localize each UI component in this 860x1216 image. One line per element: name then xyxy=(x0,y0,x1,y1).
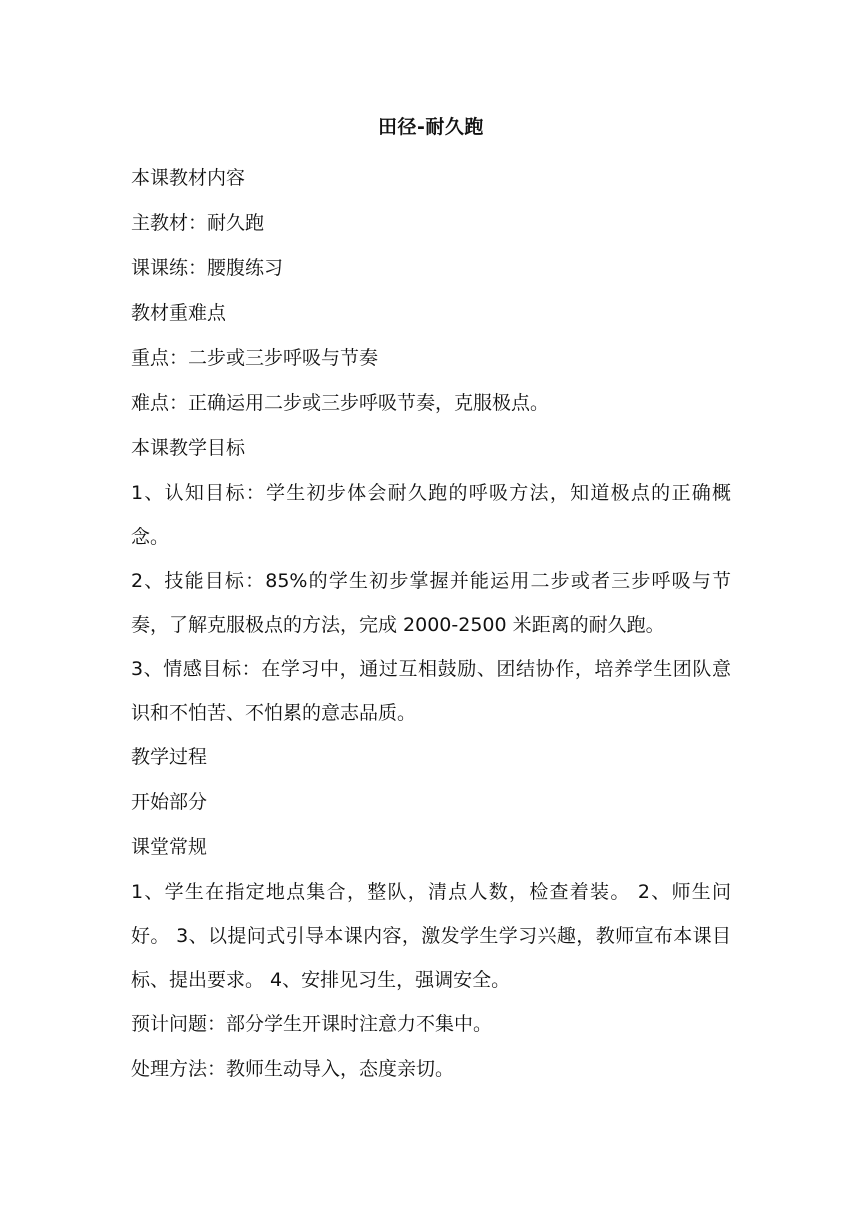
section-heading-objectives: 本课教学目标 xyxy=(131,437,246,459)
handling-method: 处理方法：教师生动导入，态度亲切。 xyxy=(131,1058,455,1080)
document-title: 田径-耐久跑 xyxy=(378,116,484,138)
section-heading-key-points: 教材重难点 xyxy=(131,302,227,324)
objective-skill: 2、技能目标：85%的学生初步掌握并能运用二步或者三步呼吸与节奏，了解克服极点的方法，完成 2000-2500 米距离的耐久跑。 xyxy=(131,570,731,636)
document-body xyxy=(131,112,731,1092)
key-point: 重点：二步或三步呼吸与节奏 xyxy=(131,347,379,369)
routine-steps: 1、学生在指定地点集合，整队，清点人数，检查着装。 2、师生问好。 3、以提问式引导本课内容，激发学生学习兴趣，教师宣布本课目标、提出要求。 4、安排见习生，强调安全。 xyxy=(131,881,731,991)
objective-affective: 3、情感目标：在学习中，通过互相鼓励、团结协作，培养学生团队意识和不怕苦、不怕累的意志品质。 xyxy=(131,658,731,724)
section-heading-start: 开始部分 xyxy=(131,791,208,813)
expected-problem: 预计问题：部分学生开课时注意力不集中。 xyxy=(131,1013,493,1035)
difficult-point: 难点：正确运用二步或三步呼吸节奏，克服极点。 xyxy=(131,392,550,414)
main-material: 主教材：耐久跑 xyxy=(131,212,265,234)
section-heading-routine: 课堂常规 xyxy=(131,836,208,858)
section-heading-content: 本课教材内容 xyxy=(131,167,246,189)
objective-cognitive: 1、认知目标：学生初步体会耐久跑的呼吸方法，知道极点的正确概念。 xyxy=(131,482,731,548)
section-heading-process: 教学过程 xyxy=(131,746,208,768)
daily-practice: 课课练：腰腹练习 xyxy=(131,257,284,279)
